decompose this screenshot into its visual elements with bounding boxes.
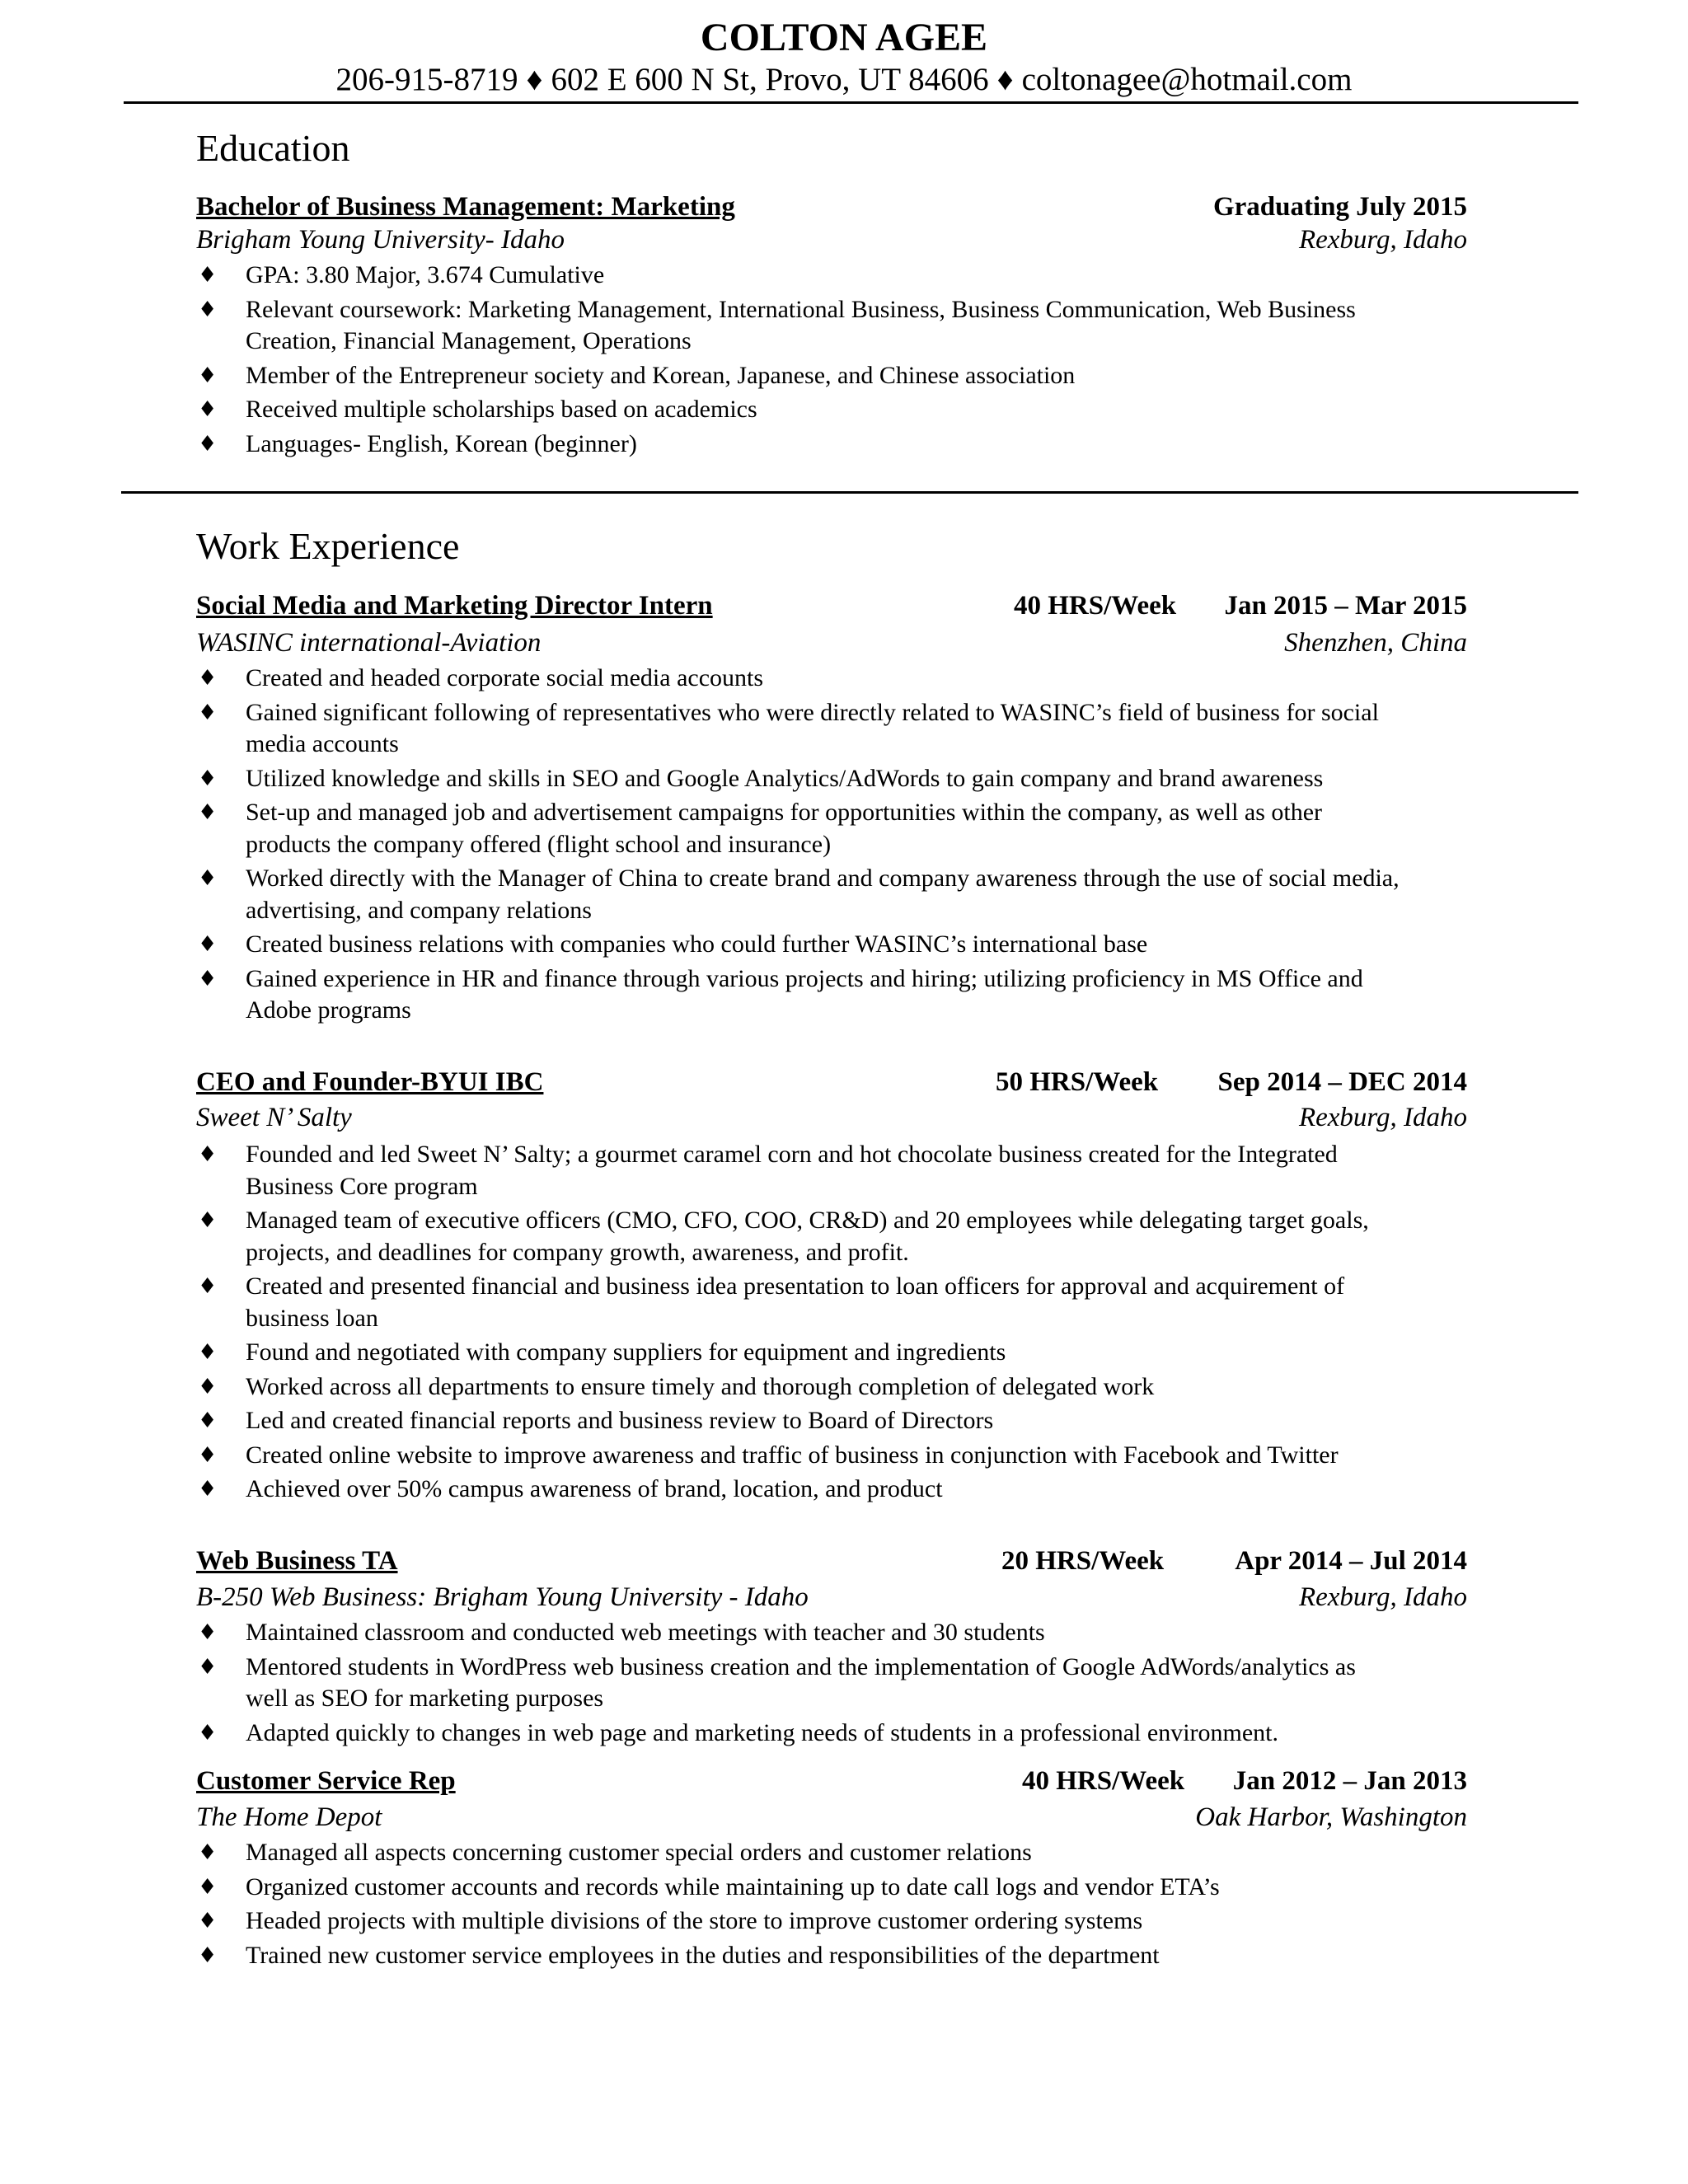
diamond-bullet-icon: ♦ (198, 1874, 218, 1900)
diamond-bullet-icon: ♦ (198, 866, 218, 891)
job-bullets (196, 1139, 1400, 1508)
list-item: ♦ Created business relations with companies who could further WASINC’s international base (196, 929, 1400, 961)
education-bullets (196, 260, 1400, 462)
email-address: coltonagee@hotmail.com (1021, 62, 1353, 97)
job-organization: The Home Depot (196, 1802, 382, 1832)
job-bullets (196, 1837, 1400, 1974)
job-title: Customer Service Rep (196, 1766, 456, 1796)
job-hours: 40 HRS/Week (1022, 1766, 1185, 1796)
list-item: ♦ Received multiple scholarships based on academics (196, 394, 1400, 426)
diamond-bullet-icon: ♦ (198, 1654, 218, 1680)
education-heading: Education (196, 127, 350, 169)
job-location: Shenzhen, China (1284, 628, 1467, 658)
job-title: Social Media and Marketing Director Intern (196, 591, 713, 621)
list-item: ♦ Gained significant following of representatives who were directly related to WASINC’s field of business for social media accounts (198, 698, 1379, 757)
list-item: ♦ Languages- English, Korean (beginner) (196, 429, 1400, 461)
header-divider (124, 101, 1578, 104)
diamond-bullet-icon: ♦ (198, 1408, 218, 1433)
diamond-bullet-icon: ♦ (198, 1943, 218, 1968)
list-item: ♦ Maintained classroom and conducted web meetings with teacher and 30 students (196, 1617, 1400, 1649)
job-bullets (196, 663, 1400, 1029)
school-location: Rexburg, Idaho (1298, 225, 1467, 255)
diamond-bullet-icon: ♦ (198, 1720, 218, 1746)
diamond-bullet-icon: ♦ (198, 1442, 218, 1468)
diamond-bullet-icon: ♦ (198, 1340, 218, 1365)
list-item: ♦ Achieved over 50% campus awareness of brand, location, and product (196, 1474, 1400, 1506)
diamond-bullet-icon: ♦ (198, 666, 218, 691)
job-location: Rexburg, Idaho (1298, 1582, 1467, 1612)
job-hours: 40 HRS/Week (1014, 591, 1177, 621)
diamond-bullet-icon: ♦ (198, 1374, 218, 1399)
diamond-bullet-icon: ♦ (198, 263, 218, 288)
phone-number: 206-915-8719 (335, 62, 518, 97)
contact-line (0, 59, 1688, 101)
list-item: ♦ Trained new customer service employees in the duties and responsibilities of the department (196, 1940, 1400, 1972)
job-organization: B-250 Web Business: Brigham Young University - Idaho (196, 1582, 809, 1612)
diamond-bullet-icon: ♦ (198, 297, 218, 322)
job-location: Rexburg, Idaho (1298, 1103, 1467, 1132)
diamond-bullet-icon: ♦ (198, 700, 218, 725)
list-item: ♦ Gained experience in HR and finance through various projects and hiring; utilizing proficiency in MS Office and Adobe programs (198, 964, 1363, 1024)
diamond-bullet-icon: ♦ (198, 1274, 218, 1299)
diamond-bullet-icon: ♦ (198, 1620, 218, 1645)
job-hours: 20 HRS/Week (1001, 1546, 1165, 1576)
job-dates: Jan 2012 – Jan 2013 (1232, 1766, 1467, 1796)
job-bullets (196, 1617, 1400, 1751)
list-item: ♦ Worked across all departments to ensure timely and thorough completion of delegated work (196, 1371, 1400, 1404)
work-experience-heading: Work Experience (196, 525, 460, 567)
diamond-bullet-icon: ♦ (198, 431, 218, 457)
candidate-name: COLTON AGEE (700, 16, 988, 59)
diamond-bullet-icon: ♦ (198, 766, 218, 791)
diamond-bullet-icon: ♦ (198, 1142, 218, 1167)
school-name: Brigham Young University- Idaho (196, 225, 565, 255)
diamond-bullet-icon: ♦ (198, 800, 218, 825)
diamond-separator-icon: ♦ (526, 62, 543, 97)
list-item: ♦ Utilized knowledge and skills in SEO and Google Analytics/AdWords to gain company and brand awareness (196, 763, 1400, 795)
job-dates: Apr 2014 – Jul 2014 (1235, 1546, 1467, 1576)
diamond-bullet-icon: ♦ (198, 1840, 218, 1865)
job-organization: WASINC international-Aviation (196, 628, 542, 658)
job-dates: Jan 2015 – Mar 2015 (1224, 591, 1467, 621)
diamond-bullet-icon: ♦ (198, 363, 218, 388)
diamond-bullet-icon: ♦ (198, 966, 218, 991)
list-item: ♦ Worked directly with the Manager of China to create brand and company awareness through the use of social media, advertising, and company relations (198, 865, 1400, 924)
list-item: ♦ Headed projects with multiple divisions of the store to improve customer ordering systems (196, 1905, 1400, 1938)
list-item: ♦ Adapted quickly to changes in web page and marketing needs of students in a professional environment. (196, 1718, 1531, 1750)
list-item: ♦ Managed team of executive officers (CMO, CFO, COO, CR&D) and 20 employees while delegating target goals, projects, and deadlines for company growth, awareness, and profit. (198, 1207, 1369, 1266)
diamond-separator-icon: ♦ (996, 62, 1014, 97)
address: 602 E 600 N St, Provo, UT 84606 (551, 62, 989, 97)
job-dates: Sep 2014 – DEC 2014 (1217, 1067, 1467, 1097)
job-title: Web Business TA (196, 1546, 398, 1576)
diamond-bullet-icon: ♦ (198, 932, 218, 957)
list-item: ♦ Managed all aspects concerning customer special orders and customer relations (196, 1837, 1400, 1869)
degree-title: Bachelor of Business Management: Marketing (196, 192, 735, 222)
list-item: ♦ Organized customer accounts and records while maintaining up to date call logs and vendor ETA’s (196, 1872, 1400, 1904)
list-item: ♦ Founded and led Sweet N’ Salty; a gourmet caramel corn and hot chocolate business created for the Integrated Business Core program (198, 1141, 1338, 1200)
list-item: ♦ Created and presented financial and business idea presentation to loan officers for approval and acquirement of business loan (198, 1272, 1345, 1332)
list-item: ♦ Found and negotiated with company suppliers for equipment and ingredients (196, 1337, 1400, 1369)
list-item: ♦ Created online website to improve awareness and traffic of business in conjunction with Facebook and Twitter (196, 1440, 1400, 1472)
job-title: CEO and Founder-BYUI IBC (196, 1067, 544, 1097)
job-organization: Sweet N’ Salty (196, 1103, 352, 1132)
job-location: Oak Harbor, Washington (1195, 1802, 1467, 1832)
list-item: ♦ Led and created financial reports and business review to Board of Directors (196, 1405, 1400, 1437)
diamond-bullet-icon: ♦ (198, 1208, 218, 1233)
diamond-bullet-icon: ♦ (198, 1477, 218, 1502)
job-hours: 50 HRS/Week (996, 1067, 1159, 1097)
list-item: ♦ Member of the Entrepreneur society and Korean, Japanese, and Chinese association (196, 360, 1400, 392)
list-item: ♦ Relevant coursework: Marketing Management, International Business, Business Communication, Web Business Creation, Financial Management, Operations (198, 295, 1356, 354)
diamond-bullet-icon: ♦ (198, 1909, 218, 1933)
list-item: ♦ Set-up and managed job and advertisement campaigns for opportunities within the company, as well as other products the company offered (flight school and insurance) (198, 799, 1323, 858)
diamond-bullet-icon: ♦ (198, 397, 218, 422)
section-divider (121, 491, 1578, 494)
list-item: ♦ Mentored students in WordPress web business creation and the implementation of Google AdWords/analytics as well as SEO for marketing purposes (198, 1652, 1356, 1712)
graduation-date: Graduating July 2015 (1212, 192, 1467, 222)
list-item: ♦ Created and headed corporate social media accounts (196, 663, 1400, 695)
list-item: ♦ GPA: 3.80 Major, 3.674 Cumulative (196, 260, 1400, 292)
